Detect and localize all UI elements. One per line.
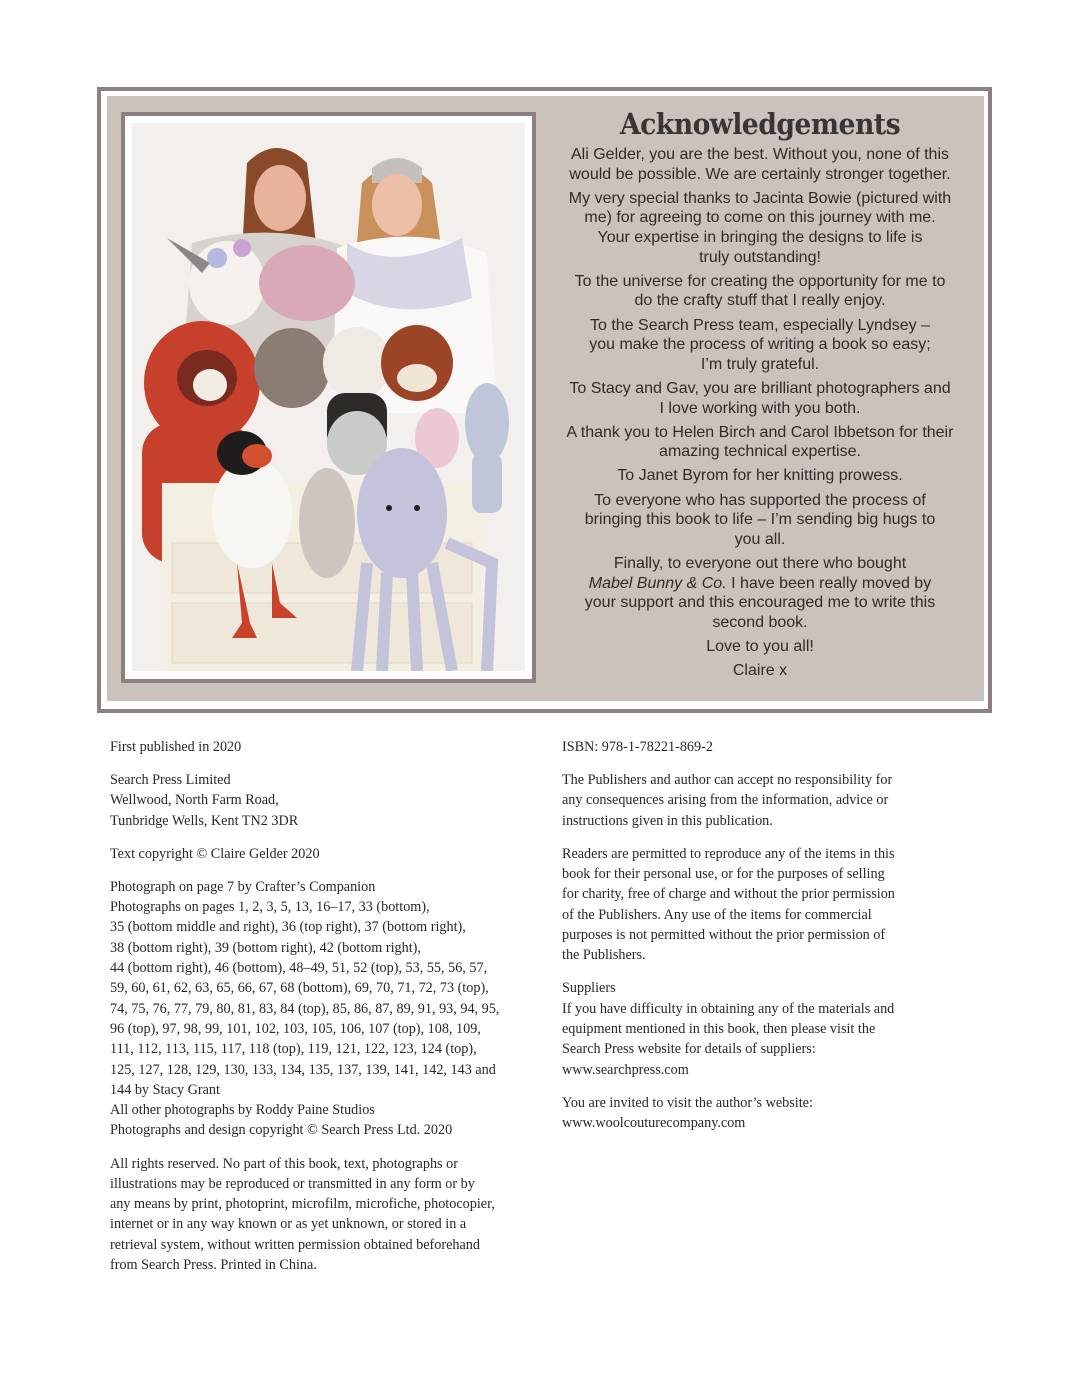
ack-paragraph: Ali Gelder, you are the best. Without you, none of this would be possible. We are certainly stronger together. xyxy=(569,146,951,183)
acknowledgements-text xyxy=(545,104,975,685)
ack-paragraph: To the universe for creating the opportunity for me to do the crafty stuff that I really enjoy. xyxy=(574,272,946,310)
suppliers-heading: Suppliers xyxy=(562,980,616,997)
ack-paragraph: To Stacy and Gav, you are brilliant photographers and I love working with you both. xyxy=(569,379,951,417)
ack-closing: Love to you all! xyxy=(706,638,814,655)
first-published: First published in 2020 xyxy=(110,739,242,755)
knitted-toys-illustration xyxy=(132,123,525,671)
searchpress-link[interactable]: www.searchpress.com xyxy=(562,1061,689,1078)
author-website: You are invited to visit the author’s website: www.woolcouturecompany.com xyxy=(562,1093,962,1134)
imprint-left-column xyxy=(110,737,550,1288)
imprint-right-column xyxy=(562,737,962,1146)
suppliers: Suppliers If you have difficulty in obtaining any of the materials and equipment mentioned in this book, then please visit the Search Press website for details of suppliers: www.searchpress.com xyxy=(562,978,962,1079)
ack-paragraph: To the Search Press team, especially Lyndsey – you make the process of writing a book so easy; I’m truly grateful. xyxy=(589,316,931,373)
isbn: ISBN: 978-1-78221-869-2 xyxy=(562,739,713,755)
book-title: Mabel Bunny & Co. xyxy=(588,574,727,592)
ack-paragraph: A thank you to Helen Birch and Carol Ibbetson for their amazing technical expertise. xyxy=(566,423,954,461)
reproduction-permission: Readers are permitted to reproduce any of the items in this book for their personal use, or for the purposes of selling for charity, free of charge and without the prior permission of the Publishers. Any use of the items for commercial purposes is not permitted without the prior permission of the Publishers. xyxy=(562,845,895,964)
rights-reserved: All rights reserved. No part of this book, text, photographs or illustrations may be reproduced or transmitted in any form or by any means by print, photoprint, microfilm, microfiche, photocopier, internet or in any way known or as yet unknown, or stored in a retrieval system, without written permission obtained beforehand from Search Press. Printed in China. xyxy=(110,1155,495,1274)
acknowledgements-frame xyxy=(97,87,992,713)
ack-paragraph-finally: Finally, to everyone out there who bought Mabel Bunny & Co. I have been really moved by your support and this encouraged me to write this second book. xyxy=(584,555,936,631)
publisher-address: Search Press Limited Wellwood, North Farm Road, Tunbridge Wells, Kent TN2 3DR xyxy=(110,772,299,829)
ack-paragraph: To everyone who has supported the process of bringing this book to life – I’m sending big hugs to you all. xyxy=(584,491,936,548)
text-copyright: Text copyright © Claire Gelder 2020 xyxy=(110,845,320,862)
acknowledgements-title: Acknowledgements xyxy=(619,107,901,141)
photo-credits: Photograph on page 7 by Crafter’s Companion Photographs on pages 1, 2, 3, 5, 13, 16–17, 33 (bottom), 35 (bottom middle and right), 36 (top right), 37 (bottom right), 38 (bottom right), 39 (bottom right), 42 (bottom right), 44 (bottom right), 46 (bottom), 48–49, 51, 52 (top), 53, 55, 56, 57, 59, 60, 61, 62, 63, 65, 66, 67, 68 (bottom), 69, 70, 71, 72, 73 (top), 74, 75, 76, 77, 79, 80, 81, 83, 84 (top), 85, 86, 87, 89, 91, 93, 94, 95, 96 (top), 97, 98, 99, 101, 102, 103, 105, 106, 107 (top), 108, 109, 111, 112, 113, 115, 117, 118 (top), 119, 121, 122, 123, 124 (top), 125, 127, 128, 129, 130, 133, 134, 135, 137, 139, 141, 142, 143 and 144 by Stacy Grant All other photographs by Roddy Paine Studios Photographs and design copyright © Search Press Ltd. 2020 xyxy=(110,878,500,1139)
authors-photo xyxy=(132,123,525,671)
woolcouture-link[interactable]: www.woolcouturecompany.com xyxy=(562,1114,746,1131)
photo-frame xyxy=(121,112,536,683)
acknowledgements-panel xyxy=(107,96,984,701)
disclaimer: The Publishers and author can accept no responsibility for any consequences arising from the information, advice or instructions given in this publication. xyxy=(562,772,893,829)
ack-signature: Claire x xyxy=(732,662,788,680)
ack-paragraph: My very special thanks to Jacinta Bowie (pictured with me) for agreeing to come on this journey with me. Your expertise in bringing the designs to life is truly outstanding! xyxy=(568,189,952,266)
ack-paragraph: To Janet Byrom for her knitting prowess. xyxy=(617,467,903,485)
